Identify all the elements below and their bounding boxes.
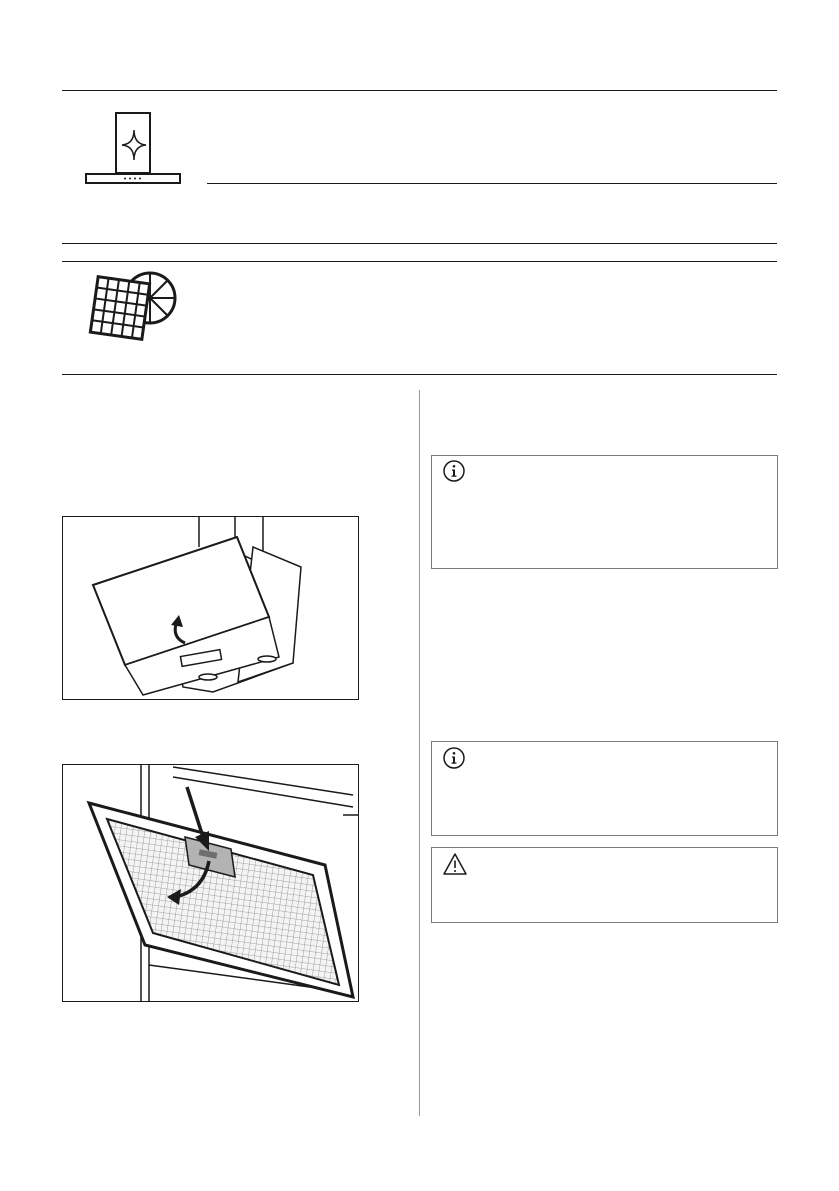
warning-note xyxy=(431,847,778,923)
hood-sparkle-icon xyxy=(84,110,182,188)
column-divider xyxy=(419,390,420,1116)
section-rule-4 xyxy=(62,374,777,375)
warning-icon xyxy=(442,852,468,876)
section-rule-short xyxy=(207,183,777,184)
info-note-1 xyxy=(431,455,778,569)
section-rule-3 xyxy=(62,261,777,262)
grease-filter-fan-icon xyxy=(80,268,180,346)
figure-remove-filter xyxy=(62,764,359,1002)
info-icon xyxy=(442,746,466,770)
info-note-2 xyxy=(431,741,778,836)
figure-open-panel xyxy=(62,516,359,700)
section-rule-2 xyxy=(62,243,777,244)
info-icon xyxy=(442,459,466,483)
top-rule xyxy=(62,90,777,91)
